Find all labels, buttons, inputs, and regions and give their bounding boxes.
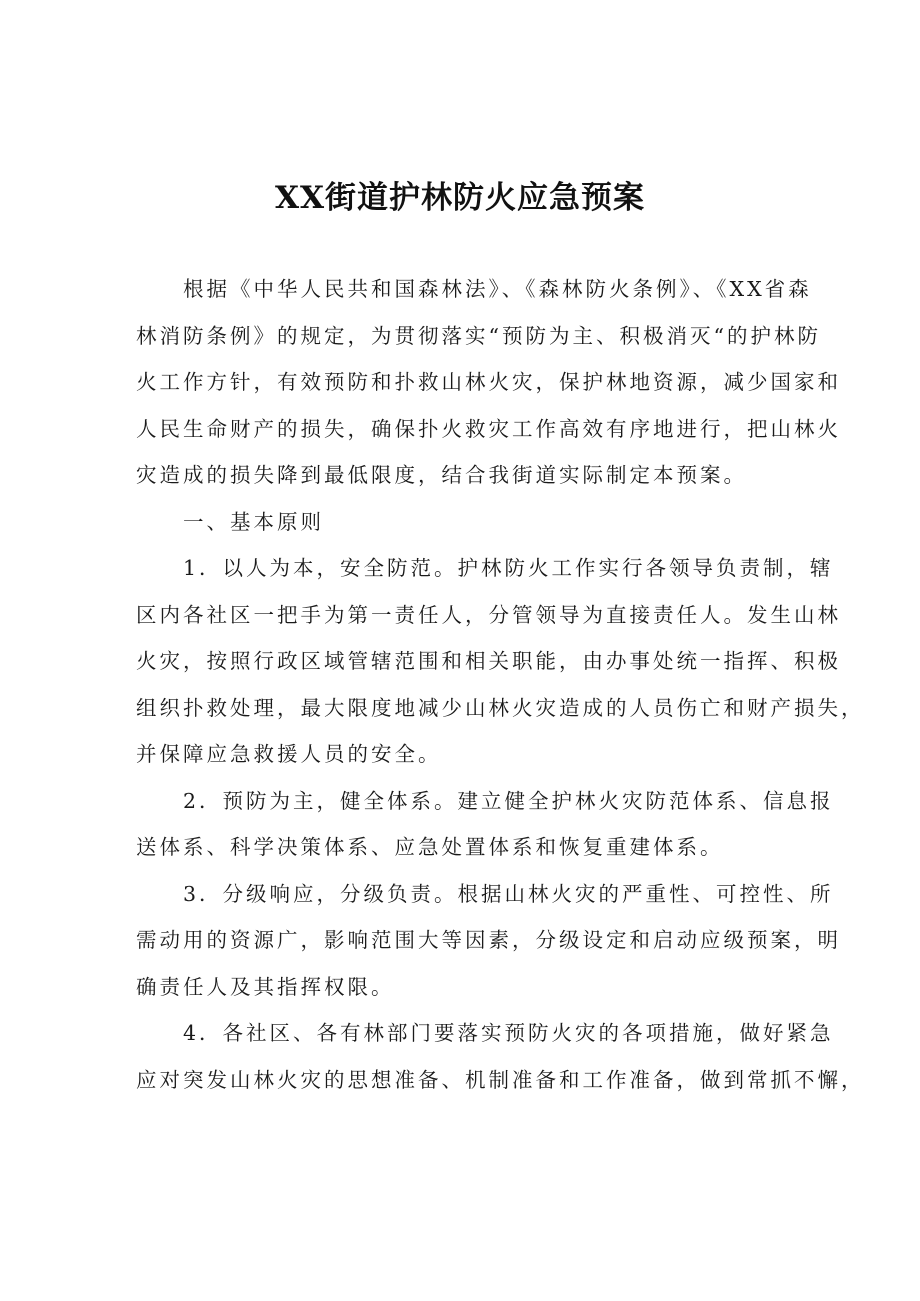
text-line: 人民生命财产的损失，确保扑火救灾工作高效有序地进行，把山林火 <box>136 416 841 441</box>
text-line: 确责任人及其指挥权限。 <box>136 974 395 999</box>
text-line: 4．各社区、各有林部门要落实预防火灾的各项措施，做好紧急 <box>183 1021 834 1045</box>
document-title: XX街道护林防火应急预案 <box>274 180 646 216</box>
principle-1-paragraph <box>136 545 865 778</box>
text-line: 应对突发山林火灾的思想准备、机制准备和工作准备，做到常抓不懈， <box>136 1067 865 1092</box>
principle-3-paragraph <box>136 871 841 1011</box>
text-line: 火工作方针，有效预防和扑救山林火灾，保护林地资源，减少国家和 <box>136 370 841 394</box>
text-line: 并保障应急救援人员的安全。 <box>136 742 442 766</box>
text-line: 根据《中华人民共和国森林法》、《森林防火条例》、《XX省森 <box>183 277 812 301</box>
text-line: 灾造成的损失降到最低限度，结合我街道实际制定本预案。 <box>136 463 747 487</box>
text-line: 2．预防为主，健全体系。建立健全护林火灾防范体系、信息报 <box>183 788 834 813</box>
text-line: 需动用的资源广，影响范围大等因素，分级设定和启动应级预案，明 <box>136 928 841 952</box>
text-line: 火灾，按照行政区域管辖范围和相关职能，由办事处统一指挥、积极 <box>136 649 841 673</box>
principle-2-paragraph <box>136 778 834 871</box>
text-line: 送体系、科学决策体系、应急处置体系和恢复重建体系。 <box>136 835 724 859</box>
text-line: 1．以人为本，安全防范。护林防火工作实行各领导负责制，辖 <box>183 556 834 580</box>
document-body <box>136 266 865 1103</box>
text-line: 组织扑救处理，最大限度地减少山林火灾造成的人员伤亡和财产损失， <box>136 695 865 720</box>
text-line: 3．分级响应，分级负责。根据山林火灾的严重性、可控性、所 <box>183 881 834 906</box>
text-line: 林消防条例》的规定，为贯彻落实“预防为主、积极消灭“的护林防 <box>136 323 821 348</box>
principle-4-paragraph <box>136 1010 865 1103</box>
section-heading: 一、基本原则 <box>183 509 324 534</box>
intro-paragraph <box>136 266 841 499</box>
text-line: 区内各社区一把手为第一责任人，分管领导为直接责任人。发生山林 <box>136 602 841 627</box>
